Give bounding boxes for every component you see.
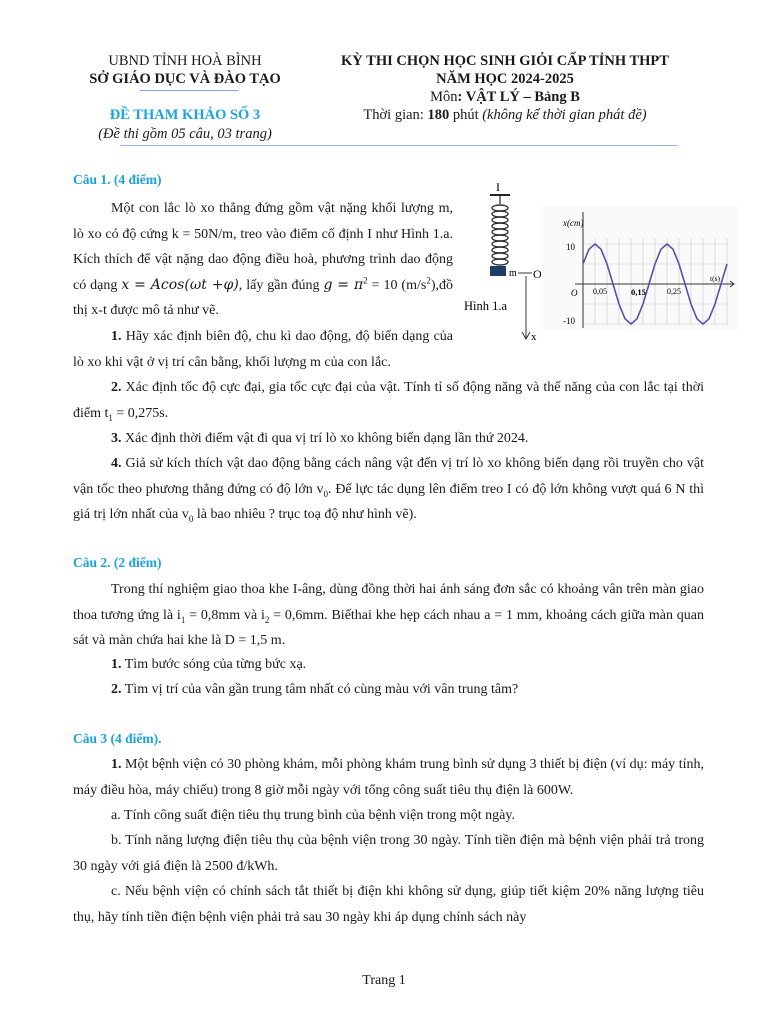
- graph-ytick-10: 10: [566, 242, 575, 252]
- header-left: [60, 52, 310, 88]
- figure-caption: Hình 1.a: [464, 299, 508, 313]
- q1-part4: 4. Giả sử kích thích vật dao động bằng cách nâng vật đến vị trí lò xo không biến dạng rồi truyền cho vật vận tốc theo phương thẳng đứng có độ lớn $v_0$. Để lực tác dụng lên điểm treo I có độ lớn không vượt quá 6 N thì giá trị lớn nhất của $v_0$ là bao nhiêu ? trục toạ độ như hình vẽ).: [73, 456, 704, 524]
- graph-origin-label: O: [571, 288, 578, 298]
- q1-intro: Một con lắc lò xo thẳng đứng gồm vật nặng khối lượng m, lò xo có độ cứng k = 50N/m, treo vào điểm cố định I như Hình 1.a. Kích thích để vật nặng dao động điều hoà, phương trình dao động có dạng x = Acos(ωt +φ), lấy gần đúng $g = \pi^2 = 10$ $(m/s^2),đồ$ thị x-t được mô tả như vẽ.: [73, 201, 453, 318]
- q2-title: Câu 2. (2 điểm): [73, 555, 162, 570]
- q1-part2: 2. Xác định tốc độ cực đại, gia tốc cực đại của vật. Tính tỉ số động năng và thế năng của con lắc tại thời điểm $t_1 = 0,275s$.: [73, 380, 704, 423]
- q3-part-b: b. Tính năng lượng điện tiêu thụ của bệnh viện trong 30 ngày. Tính tiền điện mà bệnh viện phải trả trong 30 ngày với giá điện là 2500 đ/kWh.: [73, 833, 704, 874]
- q1-title: Câu 1. (4 điểm): [73, 172, 162, 187]
- origin-label: O: [533, 267, 542, 281]
- school-year: NĂM HỌC 2024-2025: [436, 71, 574, 87]
- time-line: Thời gian: 180 phút (không kể thời gian phát đề): [363, 107, 647, 123]
- graph-ytick-neg10: -10: [563, 316, 575, 326]
- pages-note: (Đề thi gồm 05 câu, 03 trang): [98, 126, 272, 142]
- graph-xtick-025: 0,25: [667, 287, 681, 296]
- subject-line: Môn: VẬT LÝ – Bảng B: [430, 89, 580, 105]
- q2-part1: 1. Tìm bước sóng của từng bức xạ.: [111, 657, 307, 672]
- q1-part3: 3. Xác định thời điểm vật đi qua vị trí lò xo không biến dạng lần thứ 2024.: [111, 431, 529, 446]
- header-right: [300, 52, 710, 106]
- mass-label: m: [509, 268, 517, 279]
- graph-xtick-005: 0,05: [593, 287, 607, 296]
- header-divider: [120, 145, 678, 146]
- xt-graph: [543, 206, 738, 330]
- spring-coil: [492, 205, 508, 265]
- q3-part-a: a. Tính công suất điện tiêu thụ trung bình của bệnh viện trong một ngày.: [111, 808, 515, 823]
- department: SỞ GIÁO DỤC VÀ ĐÀO TẠO: [89, 71, 281, 87]
- graph-xlabel: t(s): [710, 274, 720, 283]
- graph-ylabel: x(cm): [563, 218, 584, 228]
- q3-part-c: c. Nếu bệnh viện có chính sách tắt thiết bị điện khi không sử dụng, giúp tiết kiệm 20% năng lượng tiêu thụ, hãy tính tiền điện bệnh viện phải trả sau 30 ngày khi áp dụng chính sách này: [73, 884, 704, 925]
- q1-part1: 1. Hãy xác định biên độ, chu kì dao động, độ biến dạng của lò xo khi vật ở vị trí cân bằng, khối lượng m của con lắc.: [73, 329, 453, 370]
- reference-block: [60, 106, 310, 144]
- exam-title: KỲ THI CHỌN HỌC SINH GIỎI CẤP TỈNH THPT: [341, 53, 669, 69]
- spring-pendulum-figure: [460, 180, 550, 345]
- q2-part2: 2. Tìm vị trí của vân gần trung tâm nhất có cùng màu với vân trung tâm?: [111, 682, 519, 697]
- x-axis-label: x: [531, 331, 537, 343]
- header-left-underline: [140, 90, 238, 91]
- q3-part1: 1. Một bệnh viện có 30 phòng khám, mỗi phòng khám trung bình sử dụng 3 thiết bị điện (ví dụ: máy tính, máy điều hòa, máy chiếu) trong 8 giờ mỗi ngày với tổng công suất tiêu thụ điện là 600W.: [73, 757, 704, 798]
- q3-title: Câu 3 (4 điểm).: [73, 731, 162, 746]
- authority: UBND TỈNH HOÀ BÌNH: [108, 53, 262, 69]
- point-i-label: I: [496, 180, 500, 194]
- q2-intro: Trong thí nghiệm giao thoa khe I-âng, dùng đồng thời hai ánh sáng đơn sắc có khoảng vân trên màn giao thoa tương ứng là $i_1 = 0,8mm$ và $i_2 = 0,6mm$. Biếthai khe hẹp cách nhau a = 1 mm, khoảng cách giữa màn quan sát và màn chứa hai khe là D = 1,5 m.: [73, 582, 704, 648]
- mass-block: [490, 266, 506, 276]
- reference-label: ĐỀ THAM KHẢO SỐ 3: [109, 107, 261, 123]
- graph-xtick-015: 0,15: [631, 287, 646, 297]
- page-number: Trang 1: [362, 973, 406, 988]
